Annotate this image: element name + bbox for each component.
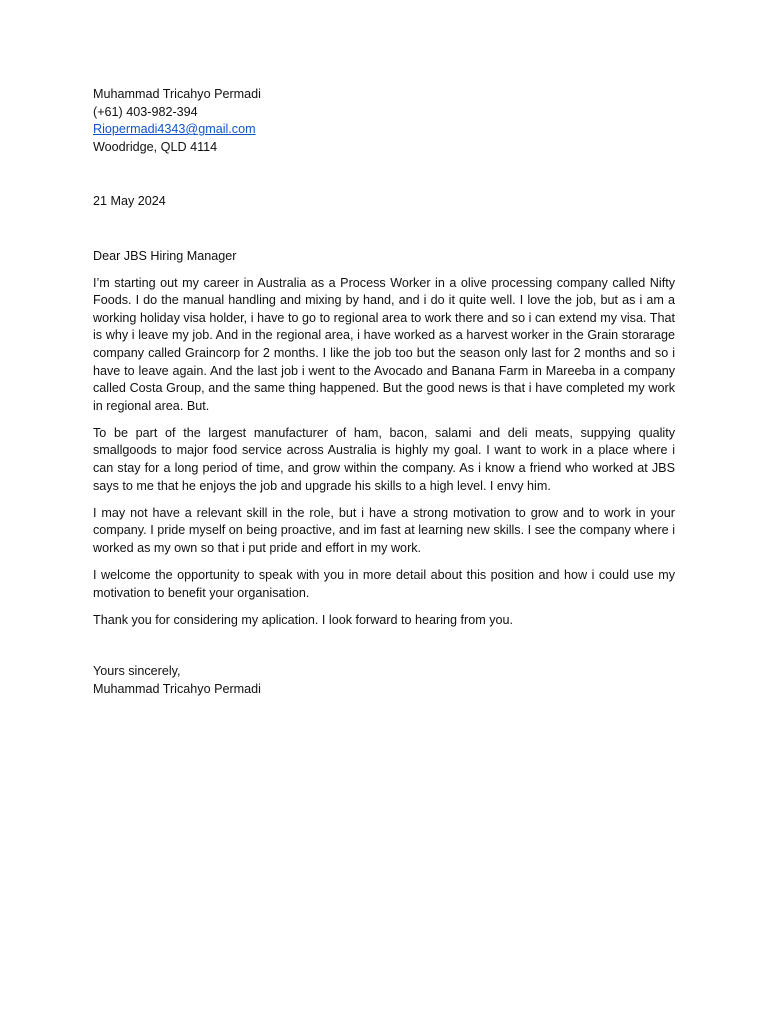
cover-letter	[93, 86, 675, 698]
body-paragraph-2: To be part of the largest manufacturer of ham, bacon, salami and deli meats, suppying quality smallgoods to major food service across Australia is highly my goal. I want to work in a place where i can stay for a long period of time, and grow within the company. As i know a friend who worked at JBS says to me that he enjoys the job and upgrade his skills to a high level. I envy him.	[93, 425, 675, 493]
body-paragraph-5: Thank you for considering my aplication. I look forward to hearing from you.	[93, 612, 513, 627]
sender-address: Woodridge, QLD 4114	[93, 139, 218, 154]
sender-name: Muhammad Tricahyo Permadi	[93, 87, 261, 101]
sender-phone: (+61) 403-982-394	[93, 104, 198, 119]
sender-block	[93, 86, 675, 156]
letter-date: 21 May 2024	[93, 194, 166, 209]
body-paragraph-1: I’m starting out my career in Australia as a Process Worker in a olive processing company called Nifty Foods. I do the manual handling and mixing by hand, and i do it quite well. I love the job, but as i am a working holiday visa holder, i have to go to regional area to work there and so i can extend my visa. That is why i leave my job. And in the regional area, i have worked as a harvest worker in the Grain storarage company called Graincorp for 2 months. I like the job too but the season only last for 2 months and so i have to leave again. And the last job i went to the Avocado and Banana Farm in Mareeba in a company called Costa Group, and the same thing happened. But the good news is that i have completed my work in regional area. But.	[93, 275, 675, 413]
sender-email-link[interactable]: Riopermadi4343@gmail.com	[93, 122, 256, 137]
body-paragraph-4: I welcome the opportunity to speak with you in more detail about this position and how i could use my motivation to benefit your organisation.	[93, 567, 675, 600]
closing-block	[93, 663, 675, 698]
signature-name: Muhammad Tricahyo Permadi	[93, 681, 261, 696]
body-paragraph-3: I may not have a relevant skill in the role, but i have a strong motivation to grow and to work in your company. I pride myself on being proactive, and im fast at learning new skills. I see the company where i worked as my own so that i put pride and effort in my work.	[93, 505, 675, 555]
valediction: Yours sincerely,	[93, 664, 181, 679]
salutation: Dear JBS Hiring Manager	[93, 248, 237, 263]
